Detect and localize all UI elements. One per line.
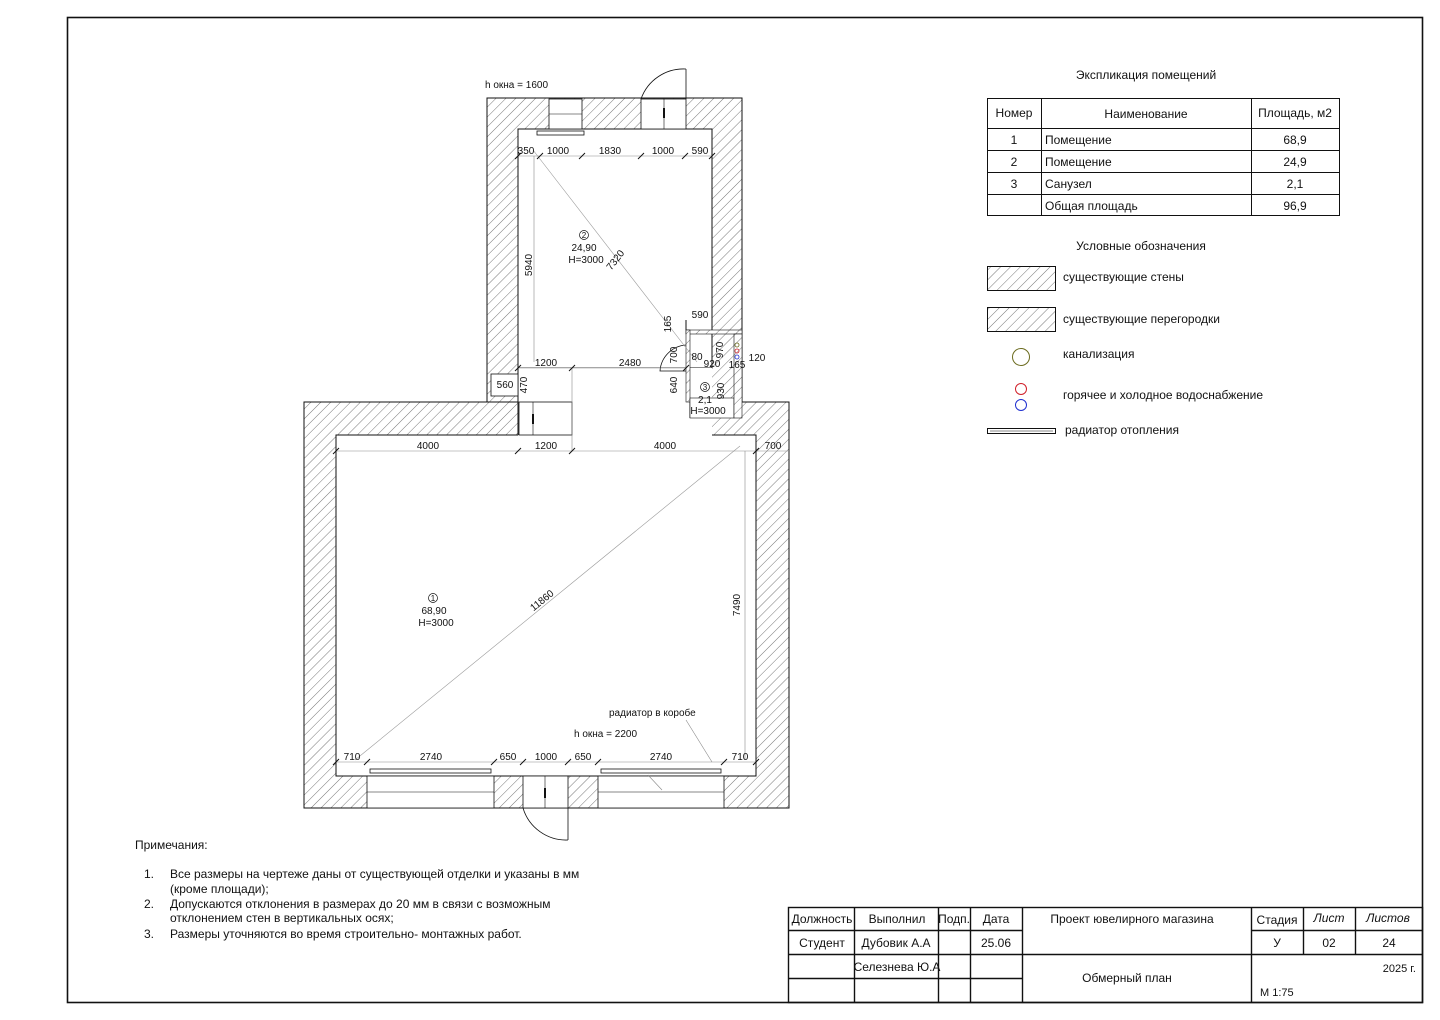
notes-title: Примечания: [135, 838, 208, 852]
table-cell: 96,9 [1283, 199, 1307, 213]
note-line: Все размеры на чертеже даны от существующей отделки и указаны в мм [170, 867, 580, 881]
note-line: Размеры уточняются во время строительно- монтажных работ. [170, 927, 522, 941]
note-line: отклонением стен в вертикальных осях; [170, 911, 394, 925]
dim-text: 920 [703, 359, 721, 370]
table-cell: 1 [1010, 133, 1018, 147]
legend-label: существующие стены [1063, 270, 1184, 284]
room3-height: H=3000 [690, 406, 726, 417]
table-cell: Санузел [1045, 177, 1092, 191]
tb-project: Проект ювелирного магазина [1050, 912, 1214, 926]
note-line: Допускаются отклонения в размерах до 20 мм в связи с возможным [170, 897, 551, 911]
hatch-partitions-swatch [988, 308, 1056, 332]
radiator-note: радиатор в коробе [609, 708, 696, 719]
table-cell: Помещение [1045, 133, 1112, 147]
table-cell: 3 [1010, 177, 1018, 191]
title-block [789, 908, 1423, 1003]
tb-position: Студент [799, 936, 845, 950]
room2-diagonal: 7320 [604, 248, 628, 273]
table-cell: Помещение [1045, 155, 1112, 169]
passage-opening [519, 402, 572, 435]
dim-text: 700 [764, 441, 782, 452]
dim-text: 1000 [534, 752, 558, 763]
legend-label: существующие перегородки [1063, 312, 1220, 326]
dim-text: 1200 [534, 441, 558, 452]
room2-height: H=3000 [568, 255, 604, 266]
dim-text: 710 [731, 752, 749, 763]
tb-stage: У [1273, 936, 1281, 950]
note-number: 1. [144, 867, 155, 881]
tb-sheet: 02 [1322, 936, 1336, 950]
room2-area: 24,90 [571, 243, 597, 254]
dim-text: 1000 [546, 146, 570, 157]
dim-text: 1830 [598, 146, 622, 157]
note-number: 3. [144, 927, 155, 941]
notes [135, 838, 579, 941]
room1-number: 1 [430, 594, 436, 603]
table-cell: 2,1 [1286, 177, 1304, 191]
tb-sheets: 24 [1382, 936, 1396, 950]
dim-text: 560 [496, 380, 514, 391]
dim-text: 650 [574, 752, 592, 763]
room3-number: 3 [702, 383, 708, 392]
tb-header-performed: Выполнил [868, 912, 926, 926]
sewer-icon [1013, 349, 1030, 366]
dim-text: 2740 [649, 752, 673, 763]
explication [988, 68, 1340, 216]
legend-title: Условные обозначения [1076, 239, 1206, 253]
dim-text: 470 [519, 376, 530, 394]
dim-text: 1000 [651, 146, 675, 157]
dim-text: 700 [669, 346, 680, 364]
tb-checker: Селезнева Ю.А [853, 960, 941, 974]
legend-label: канализация [1063, 347, 1135, 361]
dim-text: 165 [728, 360, 746, 371]
dim-text: 640 [669, 376, 680, 394]
note-number: 2. [144, 897, 155, 911]
dim-text: 930 [716, 382, 727, 400]
hatch-walls-swatch [988, 267, 1056, 291]
dim-text: 590 [691, 146, 709, 157]
table-cell: 2 [1010, 155, 1018, 169]
dim-text: 7490 [732, 593, 743, 617]
tb-header-position: Должность [791, 912, 853, 926]
tb-header-sheet: Лист [1313, 911, 1345, 925]
table-cell: 68,9 [1283, 133, 1307, 147]
note-line: (кроме площади); [170, 882, 269, 896]
dim-text: 4000 [416, 441, 440, 452]
tb-header-stage: Стадия [1256, 913, 1298, 927]
cold-water-icon [1016, 400, 1027, 411]
hot-water-icon [1016, 384, 1027, 395]
tb-year: 2025 г. [1382, 963, 1416, 975]
table-cell: Общая площадь [1045, 199, 1138, 213]
legend [988, 239, 1264, 437]
dim-text: 80 [691, 352, 703, 363]
top-window-note: h окна = 1600 [485, 80, 549, 91]
tb-date: 25.06 [980, 936, 1012, 950]
legend-label: горячее и холодное водоснабжение [1063, 388, 1263, 402]
dim-text: 5940 [524, 253, 535, 277]
explication-title: Экспликация помещений [1075, 68, 1217, 82]
dim-text: 2740 [419, 752, 443, 763]
bottom-window-note: h окна = 2200 [574, 729, 638, 740]
tb-header-sheets: Листов [1366, 911, 1410, 925]
header-name: Наименование [1104, 107, 1188, 121]
dim-text: 970 [715, 341, 726, 359]
header-area: Площадь, м2 [1258, 106, 1332, 120]
tb-header-date: Дата [982, 912, 1010, 926]
room1-height: H=3000 [418, 618, 454, 629]
dim-text: 2480 [618, 358, 642, 369]
dim-text: 165 [663, 315, 674, 333]
tb-scale: М 1:75 [1260, 987, 1294, 999]
tb-performer: Дубовик А.А [861, 936, 931, 950]
table-cell: 24,9 [1283, 155, 1307, 169]
room1-diagonal: 11860 [528, 588, 557, 614]
tb-header-signature: Подп. [938, 912, 970, 926]
room1-area: 68,90 [421, 606, 447, 617]
header-number: Номер [995, 106, 1033, 120]
dim-text: 590 [691, 310, 709, 321]
dim-text: 650 [499, 752, 517, 763]
dim-text: 350 [517, 146, 535, 157]
room3-area: 2,1 [698, 395, 712, 406]
legend-label: радиатор отопления [1065, 423, 1179, 437]
dim-text: 120 [748, 353, 766, 364]
floor-plan [304, 69, 789, 840]
room1-walls [304, 402, 789, 808]
dim-text: 1200 [534, 358, 558, 369]
dim-text: 710 [343, 752, 361, 763]
tb-sheet-name: Обмерный план [1082, 971, 1172, 985]
dim-text: 4000 [653, 441, 677, 452]
room2-number: 2 [581, 231, 587, 240]
